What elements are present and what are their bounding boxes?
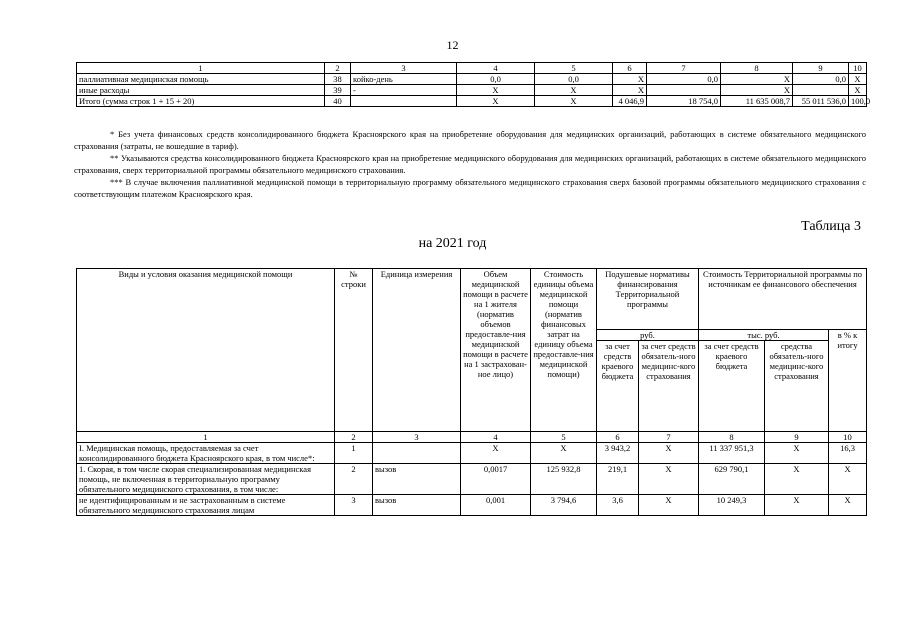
top-table-row (77, 85, 867, 96)
header-row-number: № строки (335, 269, 373, 432)
main-table-cell: 3 794,6 (531, 495, 597, 516)
main-table-cell: 0,0017 (461, 464, 531, 495)
header-unit-thousand-rub: тыс. руб. (699, 330, 829, 341)
top-table-column-number: 4 (457, 63, 535, 74)
top-table-cell: 0,0 (535, 74, 613, 85)
main-table-cell: X (461, 443, 531, 464)
top-table-cell: X (849, 85, 867, 96)
top-table-cell: 40 (325, 96, 351, 107)
top-table-cell: 100,0 (849, 96, 867, 107)
main-table-cell: вызов (373, 464, 461, 495)
main-table-cell: не идентифицированным и не застрахованным в системе обязательного медицинского страхования лицам (77, 495, 335, 516)
footnote-2: ** Указываются средства консолидированного бюджета Красноярского края на приобретение медицинского оборудования для медицинских организаций, работающих в системе обязательного медицинского страхования, сверх территориальной программы обязательного медицинского страхования. (74, 153, 866, 175)
header-unit: Единица измерения (373, 269, 461, 432)
header-unit-rub: руб. (597, 330, 699, 341)
footnotes (74, 128, 866, 200)
main-table-cell: 219,1 (597, 464, 639, 495)
top-table-cell: 0,0 (793, 74, 849, 85)
top-table-column-number: 7 (647, 63, 721, 74)
top-table-cell: Итого (сумма строк 1 + 15 + 20) (77, 96, 325, 107)
header-regional-budget-thousand: за счет средств краевого бюджета (699, 341, 765, 432)
main-table-cell: X (765, 443, 829, 464)
main-table-number-row (77, 432, 867, 443)
main-table-row (77, 495, 867, 516)
main-table-cell: 0,001 (461, 495, 531, 516)
top-table-column-number: 2 (325, 63, 351, 74)
top-table-cell: 4 046,9 (613, 96, 647, 107)
main-table-cell (373, 443, 461, 464)
table-label: Таблица 3 (801, 219, 861, 234)
header-volume: Объем медицинской помощи в расчете на 1 жителя (норматив объемов предоставле-ния медицинской помощи в расчете на 1 застрахован-ное лицо) (461, 269, 531, 432)
top-table-column-number: 1 (77, 63, 325, 74)
main-table-cell: 629 790,1 (699, 464, 765, 495)
main-table-cell: X (531, 443, 597, 464)
top-table (76, 62, 871, 107)
top-table-cell: 39 (325, 85, 351, 96)
top-table-column-number: 5 (535, 63, 613, 74)
main-table-cell: вызов (373, 495, 461, 516)
top-table-cell: X (721, 85, 793, 96)
top-table-cell: X (535, 96, 613, 107)
main-table-column-number: 9 (765, 432, 829, 443)
main-table-cell: X (829, 495, 867, 516)
header-per-capita-normatives: Подушевые нормативы финансирования Территориальной программы (597, 269, 699, 330)
main-table-column-number: 3 (373, 432, 461, 443)
top-table-cell: X (457, 85, 535, 96)
main-table-cell: X (639, 443, 699, 464)
main-table-column-number: 8 (699, 432, 765, 443)
top-table-column-number: 8 (721, 63, 793, 74)
main-table-cell: X (639, 464, 699, 495)
main-table-column-number: 7 (639, 432, 699, 443)
top-table-cell: X (613, 74, 647, 85)
top-table-cell: 11 635 008,7 (721, 96, 793, 107)
top-table-cell: X (721, 74, 793, 85)
header-regional-budget-rub: за счет средств краевого бюджета (597, 341, 639, 432)
top-table-cell: иные расходы (77, 85, 325, 96)
main-table-column-number: 6 (597, 432, 639, 443)
main-table-cell: X (639, 495, 699, 516)
main-table-cell: 11 337 951,3 (699, 443, 765, 464)
main-table-cell: X (765, 495, 829, 516)
main-table-cell: 1 (335, 443, 373, 464)
main-table-cell: 3 (335, 495, 373, 516)
main-table-row (77, 443, 867, 464)
main-table-column-number: 2 (335, 432, 373, 443)
top-table-cell: 18 754,0 (647, 96, 721, 107)
main-table-cell: 125 932,8 (531, 464, 597, 495)
top-table-cell: - (351, 85, 457, 96)
main-table-cell: 10 249,3 (699, 495, 765, 516)
top-table-column-number: 10 (849, 63, 867, 74)
main-table (76, 268, 867, 516)
main-table-column-number: 10 (829, 432, 867, 443)
top-table-cell: койко-день (351, 74, 457, 85)
main-table-column-number: 4 (461, 432, 531, 443)
top-table-row (77, 74, 867, 85)
top-table-cell: X (613, 85, 647, 96)
footnote-1: * Без учета финансовых средств консолидированного бюджета Красноярского края на приобретение оборудования для медицинских организаций, работающих в системе обязательного медицинского страхования (затраты, не вошедшие в тариф). (74, 129, 866, 151)
top-table-cell: 55 011 536,0 (793, 96, 849, 107)
top-table-column-number: 3 (351, 63, 457, 74)
top-table-cell: X (457, 96, 535, 107)
top-table-cell: паллиативная медицинская помощь (77, 74, 325, 85)
header-unit-cost: Стоимость единицы объема медицинской помощи (норматив финансовых затрат на единицу объема предоставле-ния медицинской помощи) (531, 269, 597, 432)
top-table-cell: X (535, 85, 613, 96)
main-table-cell: I. Медицинская помощь, предоставляемая за счет консолидированного бюджета Красноярского края, в том числе*: (77, 443, 335, 464)
main-table-cell: X (765, 464, 829, 495)
top-table-cell: X (849, 74, 867, 85)
top-table-cell (793, 85, 849, 96)
table-subtitle: на 2021 год (418, 236, 487, 251)
top-table-cell (351, 96, 457, 107)
main-table-cell: 2 (335, 464, 373, 495)
header-oms-thousand: средства обязатель-ного медицинс-кого страхования (765, 341, 829, 432)
page-number: 12 (446, 38, 459, 52)
main-table-cell: 16,3 (829, 443, 867, 464)
top-table-cell: 0,0 (647, 74, 721, 85)
header-program-cost: Стоимость Территориальной программы по источникам ее финансового обеспечения (699, 269, 867, 330)
top-table-column-number: 9 (793, 63, 849, 74)
main-table-cell: 1. Скорая, в том числе скорая специализированная медицинская помощь, не включенная в территориальную программу обязательного медицинского страхования, в том числе: (77, 464, 335, 495)
main-table-row (77, 464, 867, 495)
header-percent: в % к итогу (829, 330, 867, 432)
top-table-cell: 0,0 (457, 74, 535, 85)
top-table-cell (647, 85, 721, 96)
main-table-column-number: 5 (531, 432, 597, 443)
footnote-3: *** В случае включения паллиативной медицинской помощи в территориальную программу обязательного медицинского страхования сверх базовой программы обязательного медицинского страхования с соответствующим платежом Красноярского края. (74, 177, 866, 199)
main-table-column-number: 1 (77, 432, 335, 443)
top-table-row (77, 96, 867, 107)
top-table-column-number: 6 (613, 63, 647, 74)
header-oms-rub: за счет средств обязатель-ного медицинс-кого страхования (639, 341, 699, 432)
top-table-header-row (77, 63, 867, 74)
header-types: Виды и условия оказания медицинской помощи (77, 269, 335, 432)
main-table-cell: 3,6 (597, 495, 639, 516)
main-table-cell: X (829, 464, 867, 495)
top-table-cell: 38 (325, 74, 351, 85)
main-table-cell: 3 943,2 (597, 443, 639, 464)
